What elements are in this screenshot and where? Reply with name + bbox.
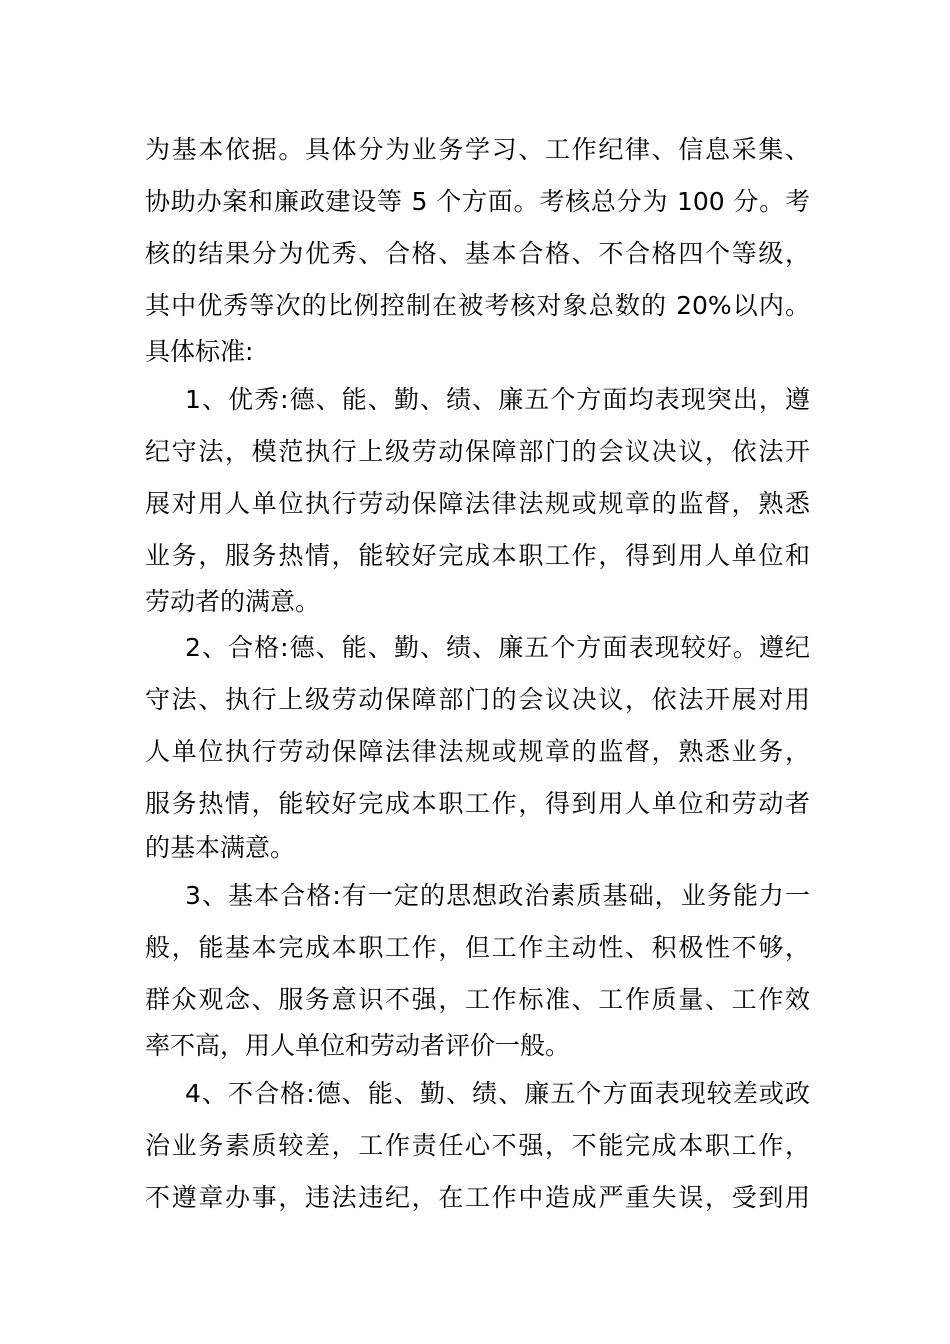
paragraph-2-start: 2、合格:德、能、勤、绩、廉五个方面表现较好。遵纪	[185, 633, 810, 662]
text-line: 服务热情，能较好完成本职工作，得到用人单位和劳动者	[145, 789, 810, 818]
text-line: 劳动者的满意。	[145, 587, 321, 616]
text-line: 人单位执行劳动保障法律法规或规章的监督，熟悉业务，	[145, 737, 810, 766]
text-line: 具体标准:	[145, 337, 254, 366]
text-line: 率不高，用人单位和劳动者评价一般。	[145, 1031, 571, 1060]
text-line: 守法、执行上级劳动保障部门的会议决议，依法开展对用	[145, 685, 810, 714]
text-line: 治业务素质较差，工作责任心不强，不能完成本职工作，	[145, 1131, 810, 1160]
text-line: 群众观念、服务意识不强，工作标准、工作质量、工作效	[145, 985, 810, 1014]
text-line: 的基本满意。	[145, 833, 296, 862]
text-line: 协助办案和廉政建设等 5 个方面。考核总分为 100 分。考	[145, 187, 810, 216]
text-line: 为基本依据。具体分为业务学习、工作纪律、信息采集、	[145, 135, 810, 164]
text-line: 业务，服务热情，能较好完成本职工作，得到用人单位和	[145, 541, 810, 570]
paragraph-4-start: 4、不合格:德、能、勤、绩、廉五个方面表现较差或政	[185, 1079, 810, 1108]
text-line: 不遵章办事，违法违纪，在工作中造成严重失误，受到用	[145, 1183, 810, 1212]
text-line: 纪守法，模范执行上级劳动保障部门的会议决议，依法开	[145, 437, 810, 466]
paragraph-3-start: 3、基本合格:有一定的思想政治素质基础，业务能力一	[185, 881, 810, 910]
text-line: 其中优秀等次的比例控制在被考核对象总数的 20%以内。	[145, 291, 810, 320]
paragraph-1-start: 1、优秀:德、能、勤、绩、廉五个方面均表现突出，遵	[185, 385, 810, 414]
text-line: 展对用人单位执行劳动保障法律法规或规章的监督，熟悉	[145, 489, 810, 518]
text-line: 般，能基本完成本职工作，但工作主动性、积极性不够，	[145, 933, 810, 962]
text-line: 核的结果分为优秀、合格、基本合格、不合格四个等级，	[145, 239, 810, 268]
